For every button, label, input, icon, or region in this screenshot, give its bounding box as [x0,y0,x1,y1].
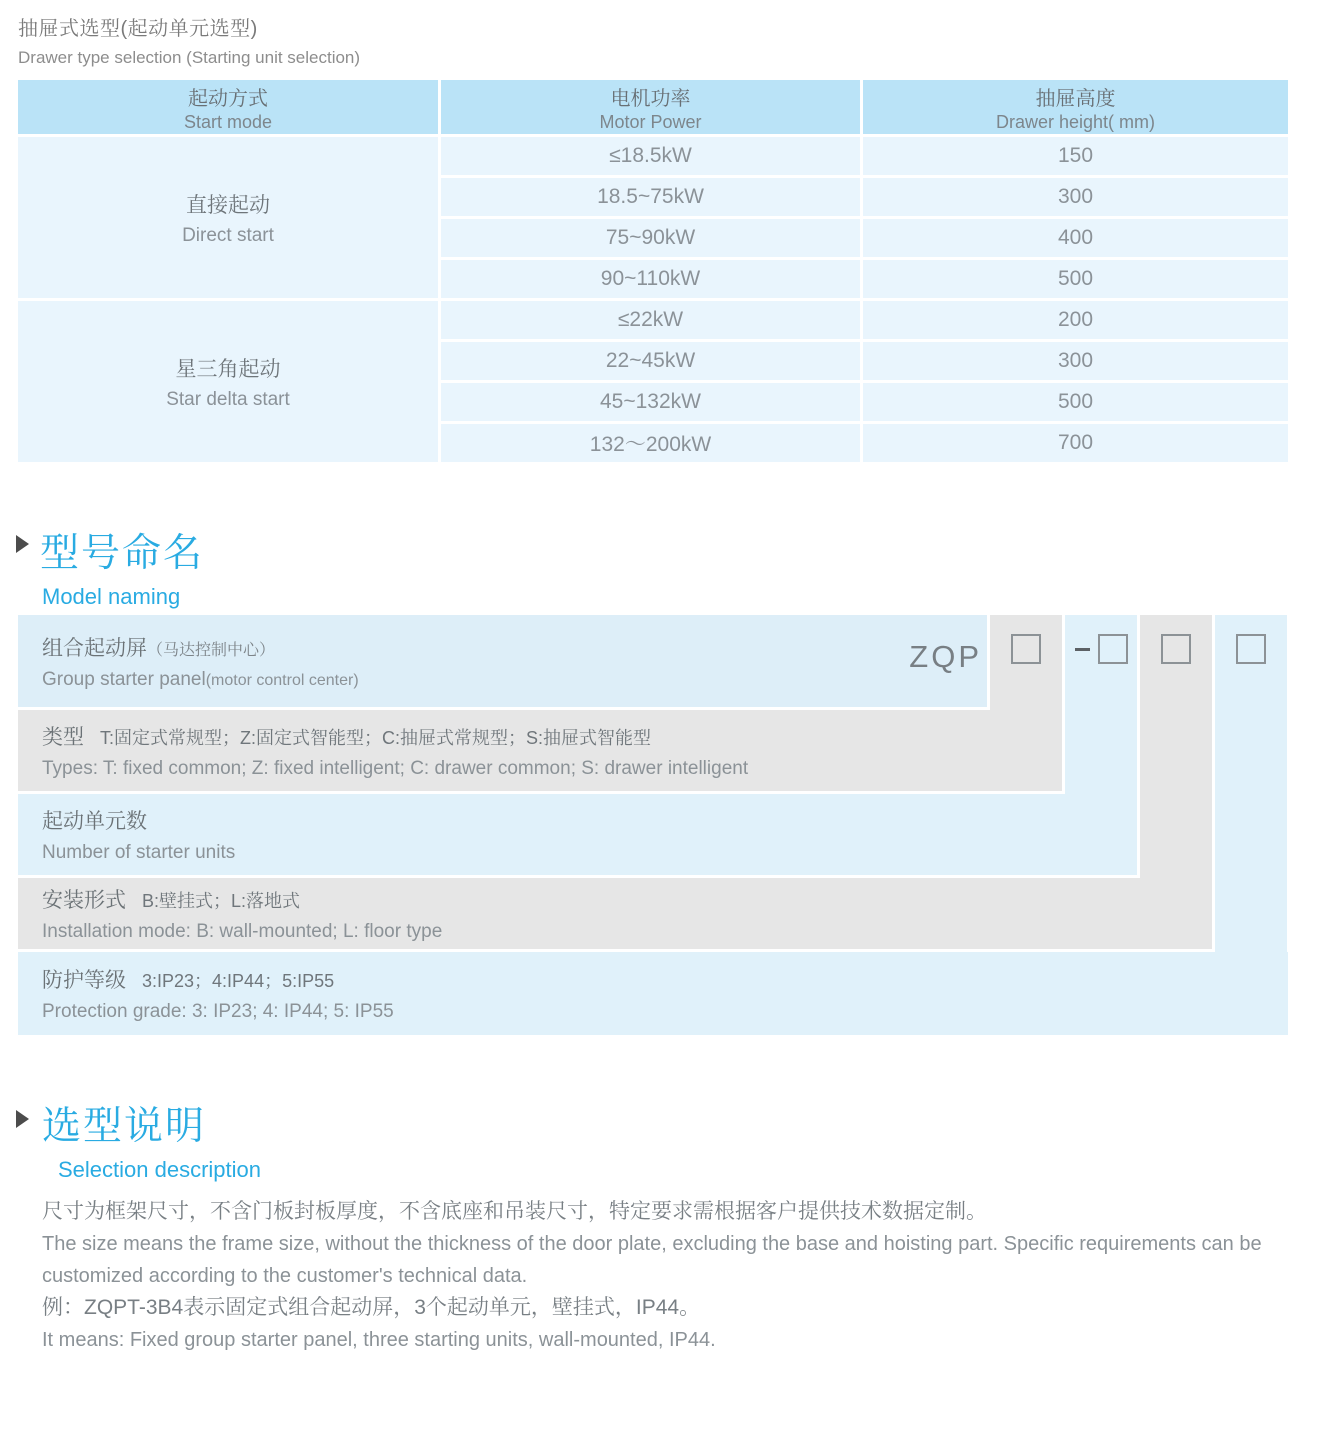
placeholder-box-icon [1011,634,1041,664]
table-cell-power [441,301,860,339]
row5-detail-zh: 3:IP23；4:IP44；5:IP55 [142,971,335,991]
table-cell-power [441,137,860,175]
row5-label-zh: 防护等级 [42,969,126,992]
power-value: ≤22kW [617,308,684,331]
height-value: 150 [1057,144,1094,167]
row1-en-note: (motor control center) [205,671,359,689]
example-paragraph-zh: 例：ZQPT-3B4表示固定式组合起动屏，3个起动单元，壁挂式，IP44。 [42,1296,701,1319]
row3-en: Number of starter units [42,842,236,863]
table-cell-power [441,178,860,216]
row1-note-zh: （马达控制中心） [147,641,276,659]
model-naming-title-en: Model naming [42,584,181,609]
table-cell-power [441,260,860,298]
height-value: 300 [1057,185,1094,208]
diagram-column-type-code [990,615,1062,791]
power-value: 132～200kW [589,433,712,456]
table-cell-height [863,178,1288,216]
diagram-row-types [18,710,1062,791]
table-cell-power [441,383,860,421]
placeholder-box-icon [1098,634,1128,664]
table-body [18,137,1288,462]
table-cell-mode-star-delta [18,301,438,462]
description-paragraph-en: The size means the frame size, without the thickness of the door plate, excluding the base and hoisting part. Specific requirements can be customized according to the customer's technical data. [42,1233,1262,1287]
diagram-row-installation-mode [18,878,1212,949]
power-value: 45~132kW [600,390,701,413]
row1-en-main: Group starter panel [42,668,206,690]
arrow-icon [16,535,29,553]
table-cell-height [863,260,1288,298]
table-header-drawer-height [863,80,1288,134]
header-drawer-height-en: Drawer height( mm) [995,111,1156,132]
row4-detail-zh: B:壁挂式；L:落地式 [142,891,301,911]
row1-label-zh: 组合起动屏 [42,636,147,660]
selection-description-title-zh: 选型说明 [42,1105,207,1148]
table-header-motor-power [441,80,860,134]
table-cell-mode-direct [18,137,438,298]
row5-en: Protection grade: 3: IP23; 4: IP44; 5: IP55 [42,1001,394,1022]
selection-description-title-en: Selection description [58,1157,262,1182]
power-value: 22~45kW [605,349,696,372]
row4-label-zh: 安装形式 [42,889,126,912]
example-paragraph-en: It means: Fixed group starter panel, three starting units, wall-mounted, IP44. [42,1329,716,1351]
header-start-mode-zh: 起动方式 [188,87,268,110]
height-value: 500 [1057,267,1094,290]
row4-en: Installation mode: B: wall-mounted; L: floor type [42,921,443,942]
page-title-en: Drawer type selection (Starting unit selection) [18,48,361,67]
header-motor-power-zh: 电机功率 [610,87,691,110]
diagram-row-starter-units [18,794,1137,875]
diagram-row-group-starter-panel [18,615,987,707]
model-naming-diagram [18,615,1288,1035]
row2-detail-zh: T:固定式常规型；Z:固定式智能型；C:抽屉式常规型；S:抽屉式智能型 [100,728,652,748]
page-title-zh: 抽屉式选型(起动单元选型) [18,18,258,40]
header-start-mode-en: Start mode [183,111,273,132]
table-cell-height [863,137,1288,175]
model-code-prefix: ZQP [909,639,982,674]
height-value: 400 [1057,226,1094,249]
row3-label-zh: 起动单元数 [42,810,147,833]
diagram-column-protection-code [1215,615,1287,1035]
height-value: 700 [1057,431,1094,454]
table-cell-height [863,424,1288,462]
power-value: 18.5~75kW [597,185,704,208]
selection-description-body [42,1196,1290,1356]
table-cell-height [863,383,1288,421]
arrow-icon [16,1110,29,1128]
placeholder-box-icon [1236,634,1266,664]
description-paragraph-zh: 尺寸为框架尺寸，不含门板封板厚度，不含底座和吊装尺寸，特定要求需根据客户提供技术数据定制。 [42,1200,987,1223]
diagram-column-unit-count-code [1065,615,1137,875]
power-value: 75~90kW [605,226,696,249]
drawer-selection-table [18,80,1288,462]
model-naming-title-zh: 型号命名 [40,532,205,575]
table-cell-power [441,424,860,462]
placeholder-box-icon [1161,634,1191,664]
height-value: 500 [1057,390,1094,413]
diagram-column-installation-code [1140,615,1212,949]
selection-description-heading [16,1095,261,1183]
diagram-row-protection-grade [18,952,1288,1035]
power-value: 90~110kW [600,267,701,290]
dash-icon [1075,648,1090,651]
row2-en: Types: T: fixed common; Z: fixed intelligent; C: drawer common; S: drawer intelligent [42,758,749,779]
table-header-row [18,80,1288,134]
mode-star-delta-en: Star delta start [166,388,290,410]
table-header-start-mode [18,80,438,134]
mode-direct-en: Direct start [182,224,274,246]
row2-label-zh: 类型 [42,726,84,749]
power-value: ≤18.5kW [609,144,692,167]
header-motor-power-en: Motor Power [599,111,702,132]
table-cell-height [863,219,1288,257]
height-value: 200 [1057,308,1094,331]
page-title-block [18,12,360,68]
table-cell-height [863,342,1288,380]
table-cell-power [441,342,860,380]
table-cell-power [441,219,860,257]
height-value: 300 [1057,349,1094,372]
model-naming-heading [16,522,204,610]
table-cell-height [863,301,1288,339]
header-drawer-height-zh: 抽屉高度 [1035,87,1116,110]
mode-direct-zh: 直接起动 [186,193,270,217]
mode-star-delta-zh: 星三角起动 [175,357,281,381]
